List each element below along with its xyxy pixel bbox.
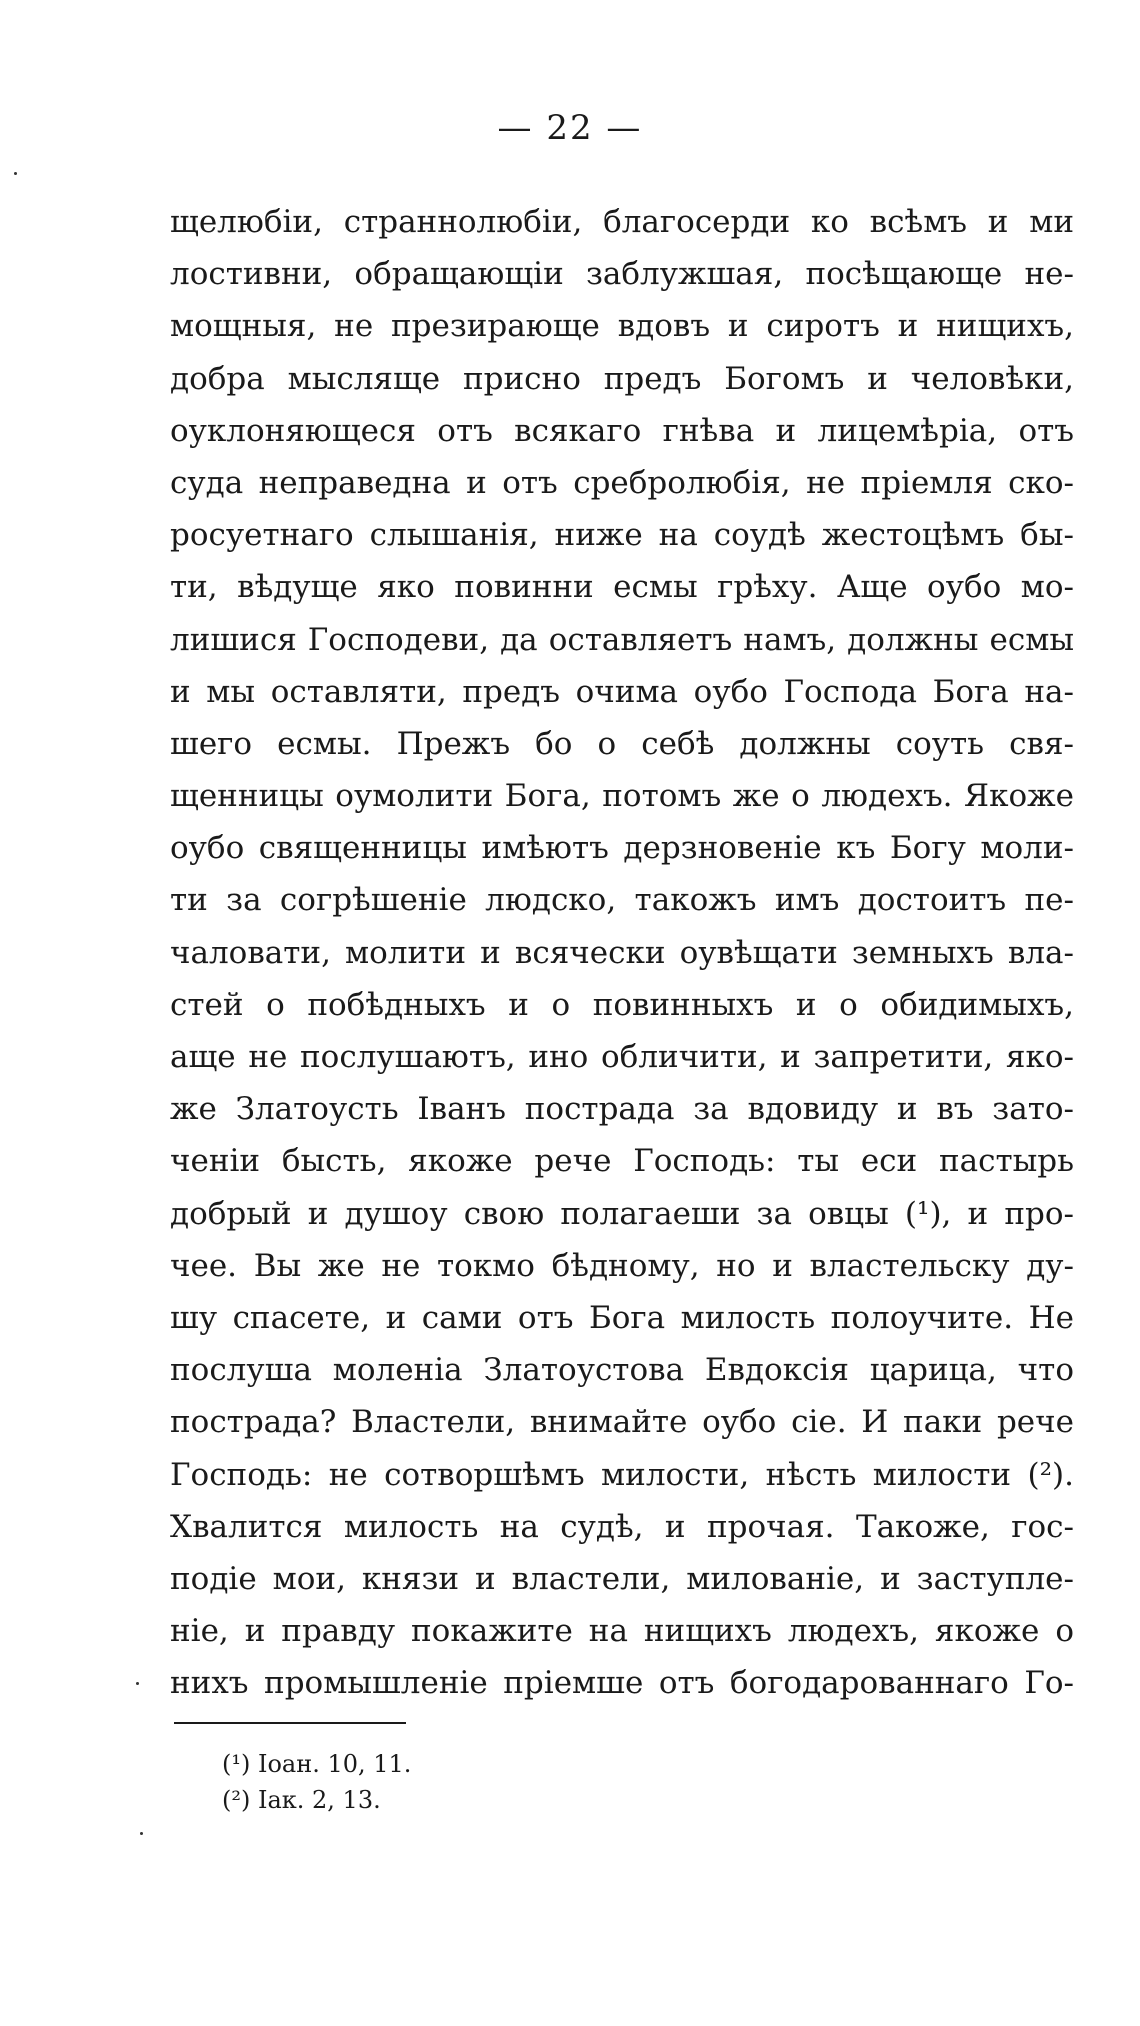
scan-speck — [136, 1682, 139, 1685]
text-line: росуетнаго слышанія, ниже на соудѣ жестоцѣмъ бы- — [170, 517, 1074, 554]
text-line: Господь: не сотворшѣмъ милости, нѣсть милости (²). — [170, 1456, 1074, 1493]
text-line: чаловати, молити и всячески оувѣщати земныхъ вла- — [170, 934, 1074, 971]
text-line: щелюбіи, страннолюбіи, благосерди ко всѣмъ и ми — [170, 204, 1074, 240]
text-line: мощныя, не презирающе вдовъ и сиротъ и нищихъ, — [170, 308, 1074, 345]
text-line: шу спасете, и сами отъ Бога милость полоучите. Не — [170, 1299, 1074, 1336]
footnote: (¹) Іоан. 10, 11. — [222, 1750, 412, 1778]
text-line: щенницы оумолити Бога, потомъ же о людехъ. Якоже — [170, 778, 1074, 815]
text-line: ніе, и правду покажите на нищихъ людехъ, якоже о — [170, 1613, 1074, 1650]
scan-speck — [14, 172, 17, 175]
text-line: аще не послушаютъ, ино обличити, и запретити, яко- — [170, 1039, 1074, 1075]
body-text — [170, 196, 1074, 1709]
text-line: же Златоусть Іванъ пострада за вдовиду и въ зато- — [170, 1091, 1074, 1128]
footnote: (²) Іак. 2, 13. — [222, 1786, 381, 1814]
text-line: шего есмы. Прежъ бо о себѣ должны соуть свя- — [170, 725, 1074, 762]
text-line: лишися Господеви, да оставляетъ намъ, должны есмы — [170, 621, 1074, 658]
text-line: ти за согрѣшеніе людско, такожъ имъ достоитъ пе- — [170, 882, 1074, 919]
text-line: чее. Вы же не токмо бѣдному, но и властельску ду- — [170, 1247, 1074, 1284]
text-line: ченіи бысть, якоже рече Господь: ты еси пастырь — [170, 1143, 1074, 1180]
text-line: лостивни, обращающіи заблужшая, посѣщающе не- — [170, 256, 1074, 293]
text-line: оубо священницы имѣютъ дерзновеніе къ Богу моли- — [170, 830, 1074, 867]
text-line: нихъ промышленіе пріемше отъ богодарованнаго Го- — [170, 1665, 1074, 1702]
text-line: стей о побѣдныхъ и о повинныхъ и о обидимыхъ, — [170, 986, 1074, 1023]
footnote-divider — [174, 1722, 406, 1724]
scan-speck — [140, 1832, 143, 1835]
text-line: и мы оставляти, предъ очима оубо Господа Бога на- — [170, 673, 1074, 710]
text-line: добра мысляще присно предъ Богомъ и человѣки, — [170, 360, 1074, 397]
text-line: послуша моленіа Златоустова Евдоксія царица, что — [170, 1352, 1074, 1389]
text-line: пострада? Властели, внимайте оубо сіе. И паки рече — [170, 1404, 1074, 1441]
text-line: ти, вѣдуще яко повинни есмы грѣху. Аще оубо мо- — [170, 569, 1074, 606]
text-line: суда неправедна и отъ сребролюбія, не пріемля ско- — [170, 464, 1074, 501]
page-number: — 22 — — [497, 108, 643, 148]
text-line: подіе мои, князи и властели, милованіе, и заступле- — [170, 1560, 1074, 1597]
text-line: Хвалится милость на судѣ, и прочая. Такоже, гос- — [170, 1508, 1074, 1545]
text-line: оуклоняющеся отъ всякаго гнѣва и лицемѣріа, отъ — [170, 412, 1074, 449]
text-line: добрый и душоу свою полагаеши за овцы (¹), и про- — [170, 1195, 1074, 1232]
footnotes — [222, 1746, 822, 1818]
